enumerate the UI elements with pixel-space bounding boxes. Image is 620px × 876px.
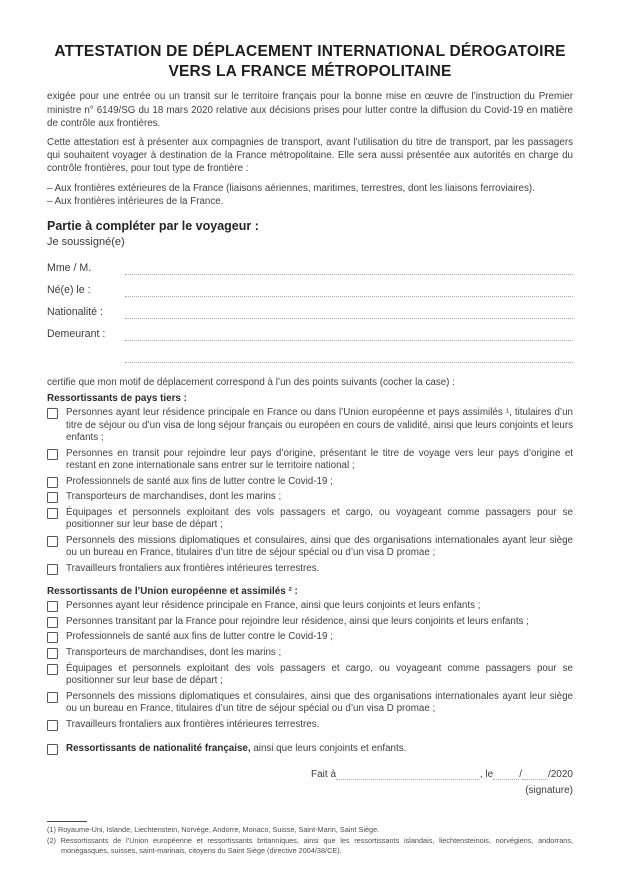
checkbox[interactable] (47, 508, 58, 519)
checkbox[interactable] (47, 536, 58, 547)
frontier-type-list (47, 182, 573, 208)
checkbox-item (47, 647, 573, 660)
field-label (47, 362, 125, 363)
checkbox-item-label: Professionnels de santé aux fins de lutter contre le Covid-19 ; (66, 475, 333, 487)
checkbox[interactable] (47, 408, 58, 419)
signature-block (311, 767, 573, 796)
field-input-line[interactable] (125, 326, 573, 341)
checkbox-item-label: Transporteurs de marchandises, dont les marins ; (66, 491, 282, 503)
checkbox-item (47, 448, 573, 473)
document-title (47, 42, 573, 82)
field-input-line[interactable] (125, 348, 573, 363)
checkbox-item (47, 563, 573, 576)
form-field-row (47, 253, 573, 275)
year-label: /2020 (547, 768, 573, 780)
checkbox[interactable] (47, 564, 58, 575)
checkbox[interactable] (47, 648, 58, 659)
section-heading-pays-tiers: Ressortissants de pays tiers : (47, 393, 187, 405)
checkbox-item-label: Travailleurs frontaliers aux frontières intérieures terrestres. (66, 562, 320, 574)
checkbox[interactable] (47, 692, 58, 703)
field-input-line[interactable] (125, 304, 573, 319)
french-item-bold: Ressortissants de nationalité française, (66, 743, 251, 755)
checkbox[interactable] (47, 449, 58, 460)
checkbox-item-label: Personnels des missions diplomatiques et consulaires, ainsi que des organisations internationales ayant leur siège ou un bureau en France, titulaires d’un titre de séjour spécial ou d’un visa D promae ; (66, 690, 573, 715)
checkbox-item-label: Personnes ayant leur résidence principale en France, ainsi que leurs conjoints et leurs enfants ; (66, 600, 481, 612)
checkbox-item (47, 407, 573, 445)
field-label: Mme / M. (47, 262, 92, 275)
field-label: Né(e) le : (47, 284, 91, 297)
checkbox-item-french-nationality (47, 743, 573, 756)
checkbox-item-label: Personnes en transit pour rejoindre leur pays d’origine, présentant le titre de voyage vers leur pays d’origine et restant en zone internationale sans entrer sur le territoire national ; (66, 447, 573, 472)
french-item-rest: ainsi que leurs conjoints et enfants. (253, 743, 407, 755)
checkbox-item-label (66, 743, 406, 756)
section-ue (47, 586, 573, 734)
checkbox[interactable] (47, 744, 58, 755)
checkbox-list-pays-tiers (47, 407, 573, 575)
checkbox-item (47, 535, 573, 560)
signature-label: (signature) (525, 784, 573, 796)
form-field-row (47, 275, 573, 297)
section-pays-tiers (47, 393, 573, 578)
document-title-line2: VERS LA FRANCE MÉTROPOLITAINE (168, 63, 452, 81)
intro-paragraph-2: Cette attestation est à présenter aux compagnies de transport, avant l’utilisation du titre de transport, par les passagers qui souhaitent voyager à destination de la France métropolitaine. Elle sera aussi présentée aux autorités en charge du contrôle frontières, pour tout type de frontière : (47, 136, 573, 175)
place-input-line[interactable] (336, 767, 480, 780)
form-field-row (47, 297, 573, 319)
certify-line: certifie que mon motif de déplacement correspond à l’un des points suivants (cocher la case) : (47, 377, 455, 389)
list-item: – Aux frontières intérieures de la France. (47, 195, 224, 207)
slash-separator: / (519, 768, 522, 780)
checkbox-item (47, 719, 573, 732)
footnote-2: (2) Ressortissants de l’Union européenne et ressortissants britanniques, ainsi que les ressortissants islandais, liechtensteinois, norvégiens, andorrans, monégasques, suisses, saint-marinais, citoyens du Saint Siège (directive 2004/38/CE). (47, 835, 573, 855)
checkbox-item (47, 663, 573, 688)
checkbox-item-label: Professionnels de santé aux fins de lutter contre le Covid-19 ; (66, 631, 333, 643)
fait-a-line (311, 767, 573, 780)
traveler-fields (47, 253, 573, 363)
traveler-intro: Je soussigné(e) (47, 236, 125, 249)
checkbox-item-label: Transporteurs de marchandises, dont les marins ; (66, 647, 282, 658)
footnote-rule (47, 821, 87, 822)
fait-a-label: Fait à (311, 768, 337, 780)
field-label: Demeurant : (47, 328, 106, 341)
checkbox[interactable] (47, 720, 58, 731)
checkbox[interactable] (47, 601, 58, 612)
form-field-row (47, 319, 573, 341)
checkbox-item-label: Équipages et personnels exploitant des vols passagers et cargo, ou voyageant comme passagers pour se positionner sur leur base de départ ; (66, 506, 573, 531)
checkbox[interactable] (47, 617, 58, 628)
checkbox[interactable] (47, 477, 58, 488)
checkbox-list-ue (47, 600, 573, 731)
checkbox-item (47, 691, 573, 716)
footnotes-area (47, 821, 573, 856)
checkbox-item-label: Personnes ayant leur résidence principale en France ou dans l’Union européenne et pays assimilés ¹, titulaires d’un titre de séjour ou d’un visa de long séjour français ou européen en cours de validité, ainsi que leurs conjoints et leurs enfants ; (66, 407, 573, 444)
checkbox-item (47, 476, 573, 489)
checkbox[interactable] (47, 632, 58, 643)
document-title-line1: ATTESTATION DE DÉPLACEMENT INTERNATIONAL DÉROGATOIRE (54, 43, 566, 60)
intro-paragraph-1: exigée pour une entrée ou un transit sur le territoire français pour la bonne mise en œuvre de l’instruction du Premier ministre n° 6149/SG du 18 mars 2020 relative aux décisions prises pour lutter contre la diffusion du Covid-19 en matière de contrôle aux frontières. (47, 91, 573, 129)
checkbox[interactable] (47, 492, 58, 503)
checkbox-item-label: Travailleurs frontaliers aux frontières intérieures terrestres. (66, 718, 320, 730)
checkbox-item-label: Personnes transitant par la France pour rejoindre leur résidence, ainsi que leurs conjoints et leurs enfants ; (66, 615, 529, 627)
footnote-1: (1) Royaume-Uni, Islande, Liechtenstein, Norvège, Andorre, Monaco, Suisse, Saint-Marin, Saint Siège. (47, 825, 380, 835)
field-input-line[interactable] (125, 260, 573, 275)
field-label: Nationalité : (47, 306, 103, 319)
section-heading-ue: Ressortissants de l’Union européenne et assimilés ² : (47, 586, 298, 598)
checkbox-item (47, 616, 573, 629)
le-label: , le (479, 768, 494, 780)
traveler-section-heading: Partie à compléter par le voyageur : (47, 219, 259, 234)
checkbox[interactable] (47, 664, 58, 675)
checkbox-item (47, 507, 573, 532)
checkbox-item-label: Personnels des missions diplomatiques et consulaires, ainsi que des organisations internationales ayant leur siège ou un bureau en France, titulaires d’un titre de séjour spécial ou d’un visa D promae ; (66, 534, 573, 559)
checkbox-item (47, 491, 573, 504)
field-input-line[interactable] (125, 282, 573, 297)
form-field-row (47, 341, 573, 363)
checkbox-item (47, 600, 573, 613)
checkbox-item (47, 631, 573, 644)
checkbox-item-label: Équipages et personnels exploitant des vols passagers et cargo, ou voyageant comme passagers pour se positionner sur leur base de départ ; (66, 662, 573, 687)
list-item: – Aux frontières extérieures de la France (liaisons aériennes, maritimes, terrestres, dont les liaisons ferroviaires). (47, 182, 535, 194)
month-input-line[interactable] (522, 767, 548, 780)
day-input-line[interactable] (493, 767, 519, 780)
